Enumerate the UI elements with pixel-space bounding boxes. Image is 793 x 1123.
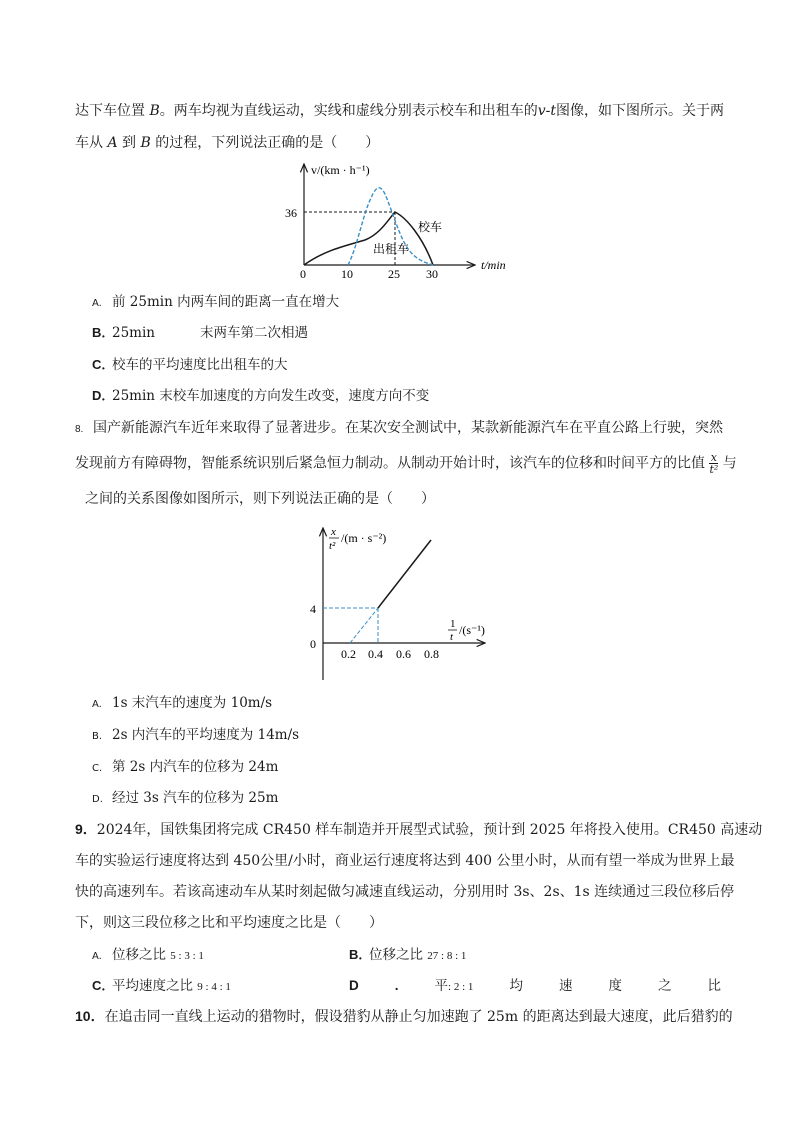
q8-option-b[interactable] — [92, 725, 299, 747]
q8-stem-line-2 — [75, 452, 737, 475]
q7-text: v-t — [537, 103, 557, 119]
x-axis-unit: /(s⁻¹) — [459, 623, 485, 637]
option-label: A. — [92, 951, 102, 962]
option-text: 前 25min 内两车间的距离一直在增大 — [112, 294, 340, 310]
x-over-t2-fraction — [709, 452, 718, 475]
q7-stem-line-1 — [75, 101, 724, 121]
option-text: 度 — [608, 978, 622, 994]
option-label: D. — [92, 794, 103, 805]
x-axis-label: t/min — [481, 258, 506, 272]
y-axis-frac-den: t² — [329, 540, 336, 552]
y-tick-36: 36 — [285, 206, 297, 220]
y-axis-frac-num: x — [331, 526, 336, 538]
option-text: 平均速度之比 — [112, 978, 193, 994]
q7-text: 图像，如下图所示。关于两 — [556, 103, 725, 119]
q9-option-c[interactable] — [92, 976, 231, 997]
q9-option-a[interactable] — [92, 945, 204, 967]
q9-option-b[interactable] — [349, 945, 466, 966]
q9-stem-line-2 — [75, 851, 735, 871]
q8-graph — [305, 520, 495, 685]
option-label: B. — [92, 731, 103, 742]
option-ratio: 27 : 8 : 1 — [427, 950, 467, 962]
q7-text: 。两车均视为直线运动，实线和虚线分别表示校车和出租车的 — [159, 103, 538, 119]
q7-text: 达下车位置 — [75, 103, 145, 119]
option-label: A. — [92, 298, 102, 309]
y-axis-label: v/(km · h⁻¹) — [311, 163, 370, 177]
q7-text: 的过程，下列说法正确的是（ ） — [155, 135, 380, 151]
q7-option-a[interactable] — [92, 292, 339, 314]
option-text-part — [435, 976, 474, 997]
option-text: 25min — [112, 325, 155, 341]
x-tick-10: 10 — [341, 267, 353, 280]
y-tick-4: 4 — [310, 602, 316, 616]
q9-text: 车的实验运行速度将达到 450公里/小时，商业运行速度将达到 400 公里小时，从而有望一举成为世界上最 — [75, 853, 735, 869]
graph-line — [378, 540, 431, 608]
option-text: 平 — [434, 978, 449, 994]
option-label: C． — [92, 978, 115, 993]
option-label-dot: . — [394, 978, 399, 993]
q8-option-a[interactable] — [92, 693, 272, 715]
q9-stem-line-4 — [75, 913, 383, 933]
option-ratio: 5 : 3 : 1 — [170, 950, 204, 962]
fraction-numerator: x — [710, 451, 717, 464]
extension-guide — [350, 608, 378, 643]
q9-stem-line-1 — [75, 819, 762, 840]
option-label: A. — [92, 699, 102, 710]
option-label: D． — [92, 388, 115, 403]
option-text: 经过 3s 汽车的位移为 25m — [112, 790, 279, 806]
q7-text: B — [149, 103, 160, 119]
q9-text: 快的高速列车。若该高速动车从某时刻起做匀减速直线运动，分别用时 3s、2s、1s 连续通过三段位移后停 — [75, 884, 735, 900]
option-text: 位移之比 — [112, 947, 166, 963]
q7-option-b[interactable] — [92, 323, 308, 343]
q8-option-c[interactable] — [92, 757, 278, 779]
x-tick-0-4: 0.4 — [368, 647, 383, 661]
option-text: 1s 末汽车的速度为 10m/s — [112, 695, 273, 711]
fraction-denominator: t² — [709, 463, 719, 476]
taxi-label: 出租车 — [373, 242, 410, 256]
x-tick-0-2: 0.2 — [341, 647, 356, 661]
option-label: B． — [349, 947, 372, 962]
option-text: 速 — [558, 978, 573, 994]
q9-stem-line-3 — [75, 882, 734, 902]
x-axis-frac-num: 1 — [450, 618, 456, 630]
q8-text: 之间的关系图像如图所示，则下列说法正确的是（ ） — [85, 491, 435, 507]
q8-stem-line-1 — [75, 418, 723, 440]
option-label: B． — [92, 325, 115, 340]
question-number: 8. — [75, 424, 84, 435]
option-text: 末两车第二次相遇 — [200, 325, 308, 341]
q9-text: 下，则这三段位移之比和平均速度之比是（ ） — [75, 915, 383, 931]
option-text: 位移之比 — [369, 947, 423, 963]
q7-text: 到 — [122, 135, 137, 151]
school-bus-label: 校车 — [418, 220, 443, 234]
q7-option-c[interactable] — [92, 355, 288, 375]
option-text: 比 — [707, 978, 721, 994]
q10-text: 在追击同一直线上运动的猎物时，假设猎豹从静止匀加速跑了 25m 的距离达到最大速度，此后猎豹的 — [104, 1009, 733, 1025]
q9-option-d[interactable] — [349, 976, 721, 997]
option-text: 之 — [657, 978, 672, 994]
option-label: D — [349, 978, 359, 993]
q7-text: A — [107, 135, 118, 151]
option-label: C. — [92, 763, 103, 774]
x-axis-frac-den: t — [450, 631, 454, 643]
q8-text: 与 — [722, 455, 737, 472]
x-tick-30: 30 — [426, 267, 438, 280]
q8-option-d[interactable] — [92, 788, 278, 810]
q7-text: 车从 — [75, 135, 103, 151]
y-axis-unit: /(m · s⁻²) — [341, 531, 387, 545]
option-label: C． — [92, 357, 115, 372]
q8-stem-line-3 — [85, 489, 435, 509]
q9-text: 2024年，国铁集团将完成 CR450 样车制造并开展型式试验，预计到 2025 年将投入使用。CR450 高速动 — [96, 822, 763, 838]
school-bus-curve — [304, 212, 433, 265]
x-tick-0-8: 0.8 — [424, 647, 439, 661]
option-text: 均 — [509, 978, 523, 994]
q8-text: 发现前方有障碍物，智能系统识别后紧急恒力制动。从制动开始计时，该汽车的位移和时间平方的比值 — [75, 455, 705, 472]
x-tick-0-6: 0.6 — [396, 647, 411, 661]
option-text: 校车的平均速度比出租车的大 — [112, 357, 288, 373]
option-text: 25min 末校车加速度的方向发生改变，速度方向不变 — [112, 388, 430, 404]
q7-option-d[interactable] — [92, 386, 429, 406]
question-number: 10． — [75, 1008, 105, 1024]
q10-stem-line-1 — [75, 1006, 733, 1027]
option-ratio: 9 : 4 : 1 — [197, 981, 231, 993]
question-number: 9． — [75, 821, 97, 837]
origin-label: 0 — [310, 637, 316, 651]
q7-vt-graph — [285, 158, 515, 280]
q7-stem-line-2 — [75, 133, 379, 153]
q7-text: B — [140, 135, 151, 151]
option-text: 第 2s 内汽车的位移为 24m — [112, 759, 279, 775]
x-tick-0: 0 — [300, 267, 306, 280]
q8-text: 国产新能源汽车近年来取得了显著进步。在某次安全测试中，某款新能源汽车在平直公路上行驶，突然 — [93, 420, 723, 436]
option-ratio: : 2 : 1 — [448, 981, 474, 993]
x-tick-25: 25 — [388, 267, 400, 280]
option-text: 2s 内汽车的平均速度为 14m/s — [112, 727, 300, 743]
